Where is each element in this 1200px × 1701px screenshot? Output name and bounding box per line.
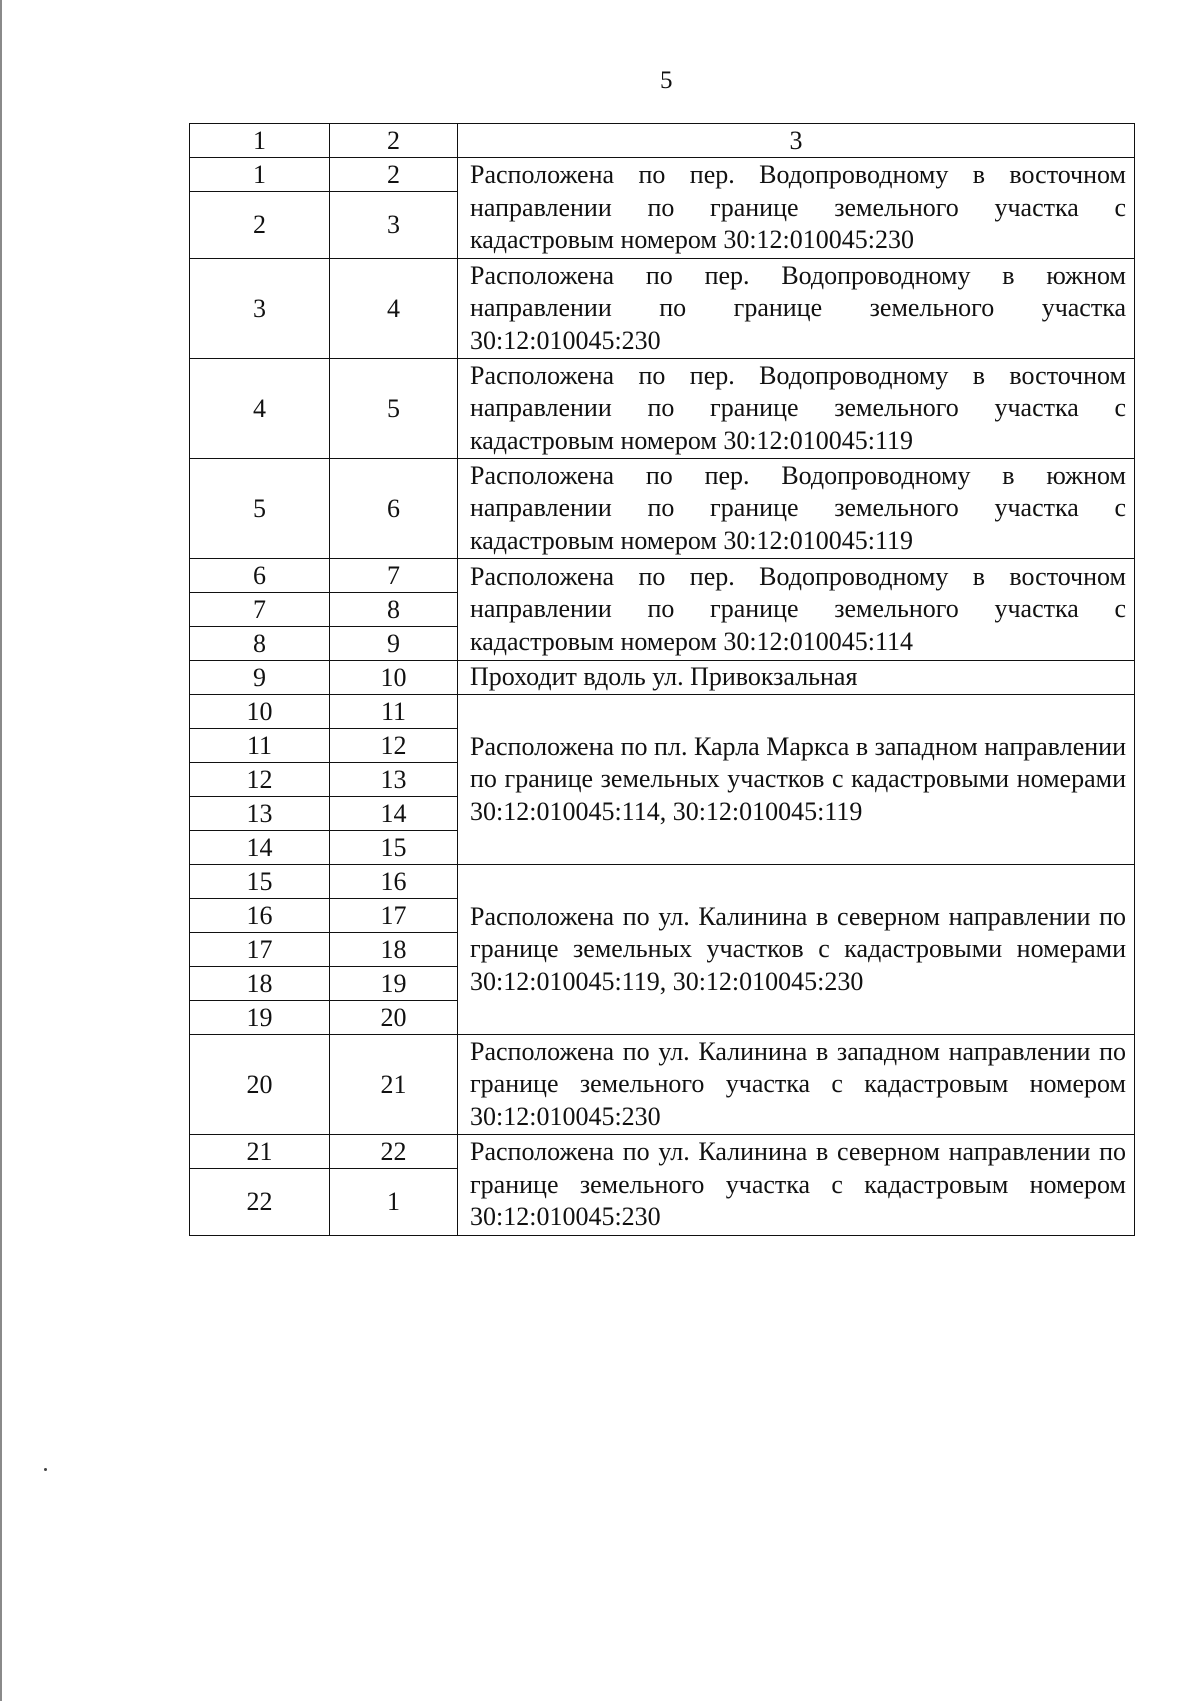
table-row (190, 259, 1135, 359)
description-cell: Расположена по пл. Карла Маркса в западном направлении по границе земельных участков с кадастровыми номерами 30:12:010045:114, 30:12:010045:119 (458, 695, 1135, 865)
point-from-cell: 9 (190, 661, 330, 695)
point-to-cell: 6 (330, 459, 458, 559)
point-to-cell: 9 (330, 627, 458, 661)
point-from-cell: 14 (190, 831, 330, 865)
table-header-row (190, 124, 1135, 158)
table-row (190, 559, 1135, 593)
point-to-cell: 18 (330, 933, 458, 967)
boundary-table-container (189, 123, 1134, 1236)
table-row (190, 865, 1135, 899)
header-cell-col3: 3 (458, 124, 1135, 158)
description-cell: Расположена по пер. Водопроводному в южном направлении по границе земельного участка 30:12:010045:230 (458, 259, 1135, 359)
point-to-cell: 21 (330, 1035, 458, 1135)
table-row (190, 661, 1135, 695)
description-cell: Расположена по ул. Калинина в северном направлении по границе земельных участков с кадастровыми номерами 30:12:010045:119, 30:12:010045:230 (458, 865, 1135, 1035)
point-from-cell: 16 (190, 899, 330, 933)
table-row (190, 459, 1135, 559)
point-from-cell: 3 (190, 259, 330, 359)
boundary-description-table (189, 123, 1135, 1236)
point-from-cell: 11 (190, 729, 330, 763)
point-from-cell: 19 (190, 1001, 330, 1035)
point-to-cell: 7 (330, 559, 458, 593)
point-to-cell: 12 (330, 729, 458, 763)
point-to-cell: 11 (330, 695, 458, 729)
point-from-cell: 8 (190, 627, 330, 661)
point-to-cell: 20 (330, 1001, 458, 1035)
header-cell-col2: 2 (330, 124, 458, 158)
point-from-cell: 12 (190, 763, 330, 797)
point-from-cell: 2 (190, 192, 330, 259)
point-to-cell: 1 (330, 1169, 458, 1236)
point-from-cell: 15 (190, 865, 330, 899)
point-from-cell: 10 (190, 695, 330, 729)
point-to-cell: 13 (330, 763, 458, 797)
point-from-cell: 5 (190, 459, 330, 559)
point-to-cell: 3 (330, 192, 458, 259)
description-cell: Расположена по пер. Водопроводному в восточном направлении по границе земельного участка с кадастровым номером 30:12:010045:119 (458, 359, 1135, 459)
point-to-cell: 8 (330, 593, 458, 627)
point-from-cell: 4 (190, 359, 330, 459)
description-cell: Расположена по пер. Водопроводному в восточном направлении по границе земельного участка с кадастровым номером 30:12:010045:114 (458, 559, 1135, 661)
page-number: 5 (660, 67, 673, 94)
point-from-cell: 1 (190, 158, 330, 192)
point-to-cell: 16 (330, 865, 458, 899)
point-to-cell: 4 (330, 259, 458, 359)
description-cell: Расположена по ул. Калинина в западном направлении по границе земельного участка с кадастровым номером 30:12:010045:230 (458, 1035, 1135, 1135)
point-from-cell: 13 (190, 797, 330, 831)
point-to-cell: 22 (330, 1135, 458, 1169)
table-row (190, 1035, 1135, 1135)
point-to-cell: 15 (330, 831, 458, 865)
table-row (190, 695, 1135, 729)
point-from-cell: 18 (190, 967, 330, 1001)
point-to-cell: 19 (330, 967, 458, 1001)
scan-speck (44, 1468, 47, 1471)
point-from-cell: 17 (190, 933, 330, 967)
point-to-cell: 10 (330, 661, 458, 695)
point-from-cell: 6 (190, 559, 330, 593)
table-row (190, 1135, 1135, 1169)
point-from-cell: 20 (190, 1035, 330, 1135)
scan-edge-line (0, 0, 2, 1701)
point-from-cell: 7 (190, 593, 330, 627)
point-to-cell: 2 (330, 158, 458, 192)
description-cell: Расположена по пер. Водопроводному в восточном направлении по границе земельного участка с кадастровым номером 30:12:010045:230 (458, 158, 1135, 259)
point-from-cell: 22 (190, 1169, 330, 1236)
point-to-cell: 5 (330, 359, 458, 459)
description-cell: Расположена по ул. Калинина в северном направлении по границе земельного участка с кадастровым номером 30:12:010045:230 (458, 1135, 1135, 1236)
table-row (190, 359, 1135, 459)
table-row (190, 158, 1135, 192)
description-cell: Расположена по пер. Водопроводному в южном направлении по границе земельного участка с кадастровым номером 30:12:010045:119 (458, 459, 1135, 559)
description-cell: Проходит вдоль ул. Привокзальная (458, 661, 1135, 695)
point-to-cell: 17 (330, 899, 458, 933)
point-to-cell: 14 (330, 797, 458, 831)
header-cell-col1: 1 (190, 124, 330, 158)
point-from-cell: 21 (190, 1135, 330, 1169)
